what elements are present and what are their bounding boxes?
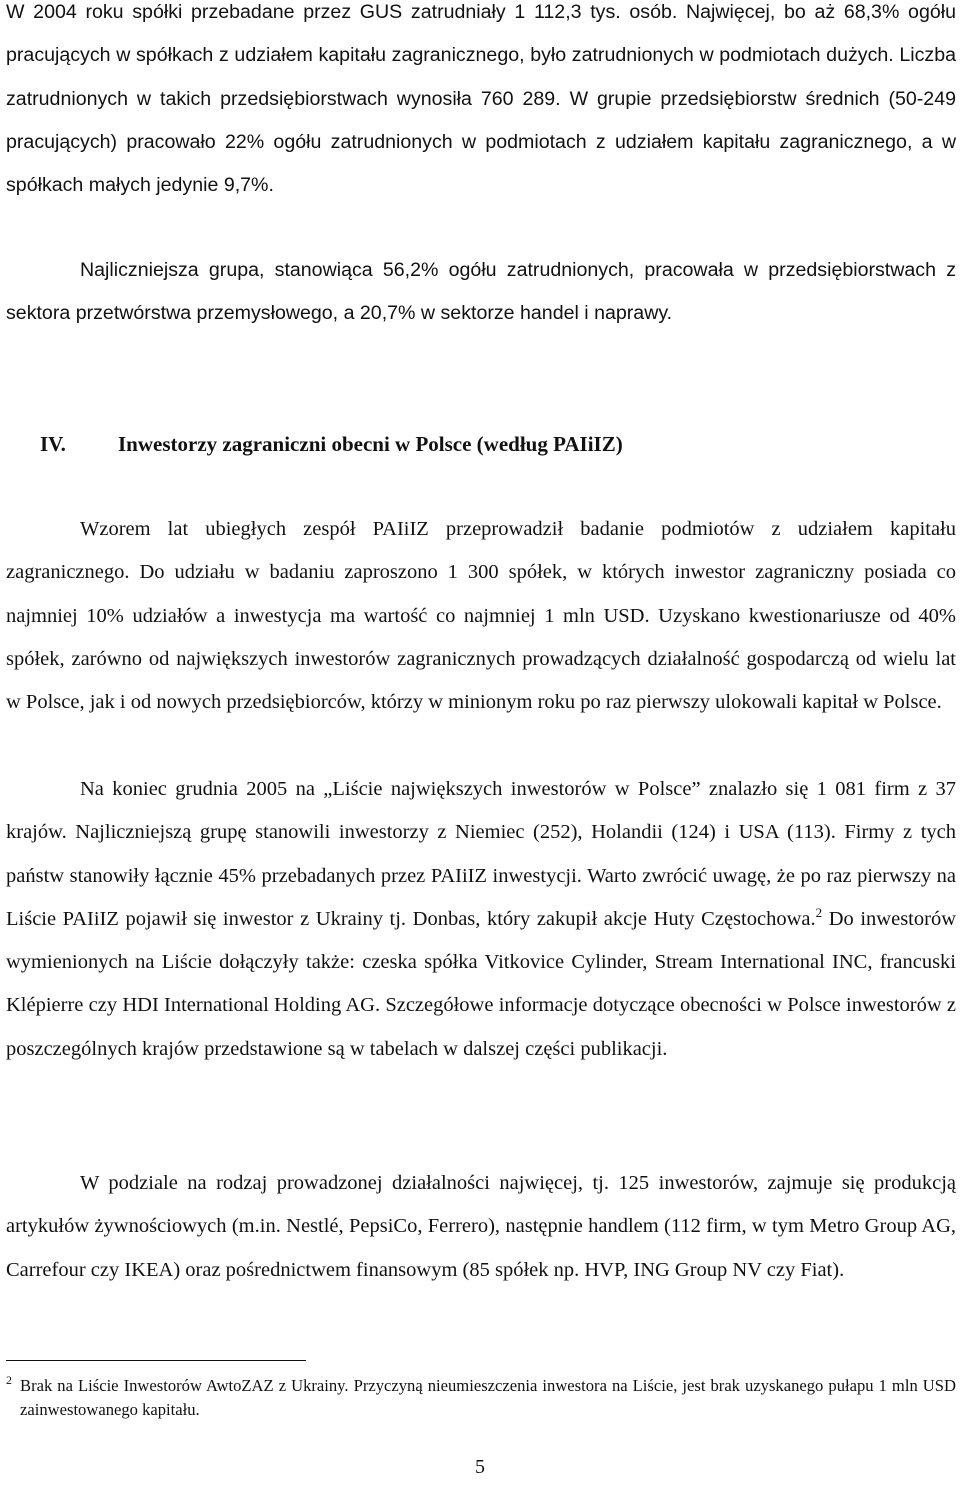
footnote-reference: 2 [815,905,823,921]
section-title: Inwestorzy zagraniczni obecni w Polsce (według PAIiIZ) [118,432,623,456]
paragraph-employment-size: W 2004 roku spółki przebadane przez GUS zatrudniały 1 112,3 tys. osób. Najwięcej, bo aż 68,3% ogółu pracujących w spółkach z udziałem kapitału zagranicznego, było zatrudnionych w podmiotach dużych. Liczba zatrudnionych w takich przedsiębiorstwach wynosiła 760 289. W grupie przedsiębiorstw średnich (50-249 pracujących) pracowało 22% ogółu zatrudnionych w podmiotach z udziałem kapitału zagranicznego, a w spółkach małych jedynie 9,7%. [6,1,956,197]
footnote-number: 2 [6,1373,12,1387]
paragraph-investor-list-part1: Na koniec grudnia 2005 na „Liście największych inwestorów w Polsce” znalazło się 1 081 firm z 37 krajów. Najliczniejszą grupę stanowili inwestorzy z Niemiec (252), Holandii (124) i USA (113). Firmy z tych państw stanowiły łącznie 45% przebadanych przez PAIiIZ inwestycji. Warto zwrócić uwagę, że po raz pierwszy na Liście PAIiIZ pojawił się inwestor z Ukrainy tj. Donbas, który zakupił akcje Huty Częstochowa. [6,778,956,930]
section-number: IV. [40,432,66,456]
paragraph-investor-list [6,768,956,1071]
page-number: 5 [475,1456,485,1478]
paragraph-activity-breakdown: W podziale na rodzaj prowadzonej działalności najwięcej, tj. 125 inwestorów, zajmuje się produkcją artykułów żywnościowych (m.in. Nestlé, PepsiCo, Ferrero), następnie handlem (112 firm, w tym Metro Group AG, Carrefour czy IKEA) oraz pośrednictwem finansowym (85 spółek np. HVP, ING Group NV czy Fiat). [6,1172,956,1281]
paragraph-investor-list-part2: Do inwestorów wymienionych na Liście dołączyły także: czeska spółka Vitkovice Cylinder, Stream International INC, francuski Klépierre czy HDI International Holding AG. Szczegółowe informacje dotyczące obecności w Polsce inwestorów z poszczególnych krajów przedstawione są w tabelach w dalszej części publikacji. [6,907,956,1060]
footnote-separator [6,1360,306,1361]
paragraph-employment-sector: Najliczniejsza grupa, stanowiąca 56,2% ogółu zatrudnionych, pracowała w przedsiębiorstwach z sektora przetwórstwa przemysłowego, a 20,7% w sektorze handel i naprawy. [6,259,956,325]
footnote-text: Brak na Liście Inwestorów AwtoZAZ z Ukrainy. Przyczyną nieumieszczenia inwestora na Liście, jest brak uzyskanego pułapu 1 mln USD zainwestowanego kapitału. [20,1376,956,1419]
paragraph-survey: Wzorem lat ubiegłych zespół PAIiIZ przeprowadził badanie podmiotów z udziałem kapitału zagranicznego. Do udziału w badaniu zaproszono 1 300 spółek, w których inwestor zagraniczny posiada co najmniej 10% udziałów a inwestycja ma wartość co najmniej 1 mln USD. Uzyskano kwestionariusze od 40% spółek, zarówno od największych inwestorów zagranicznych prowadzących działalność gospodarczą od wielu lat w Polsce, jak i od nowych przedsiębiorców, którzy w minionym roku po raz pierwszy ulokowali kapitał w Polsce. [6,518,956,714]
section-heading [40,422,623,466]
footnote [6,1374,956,1421]
